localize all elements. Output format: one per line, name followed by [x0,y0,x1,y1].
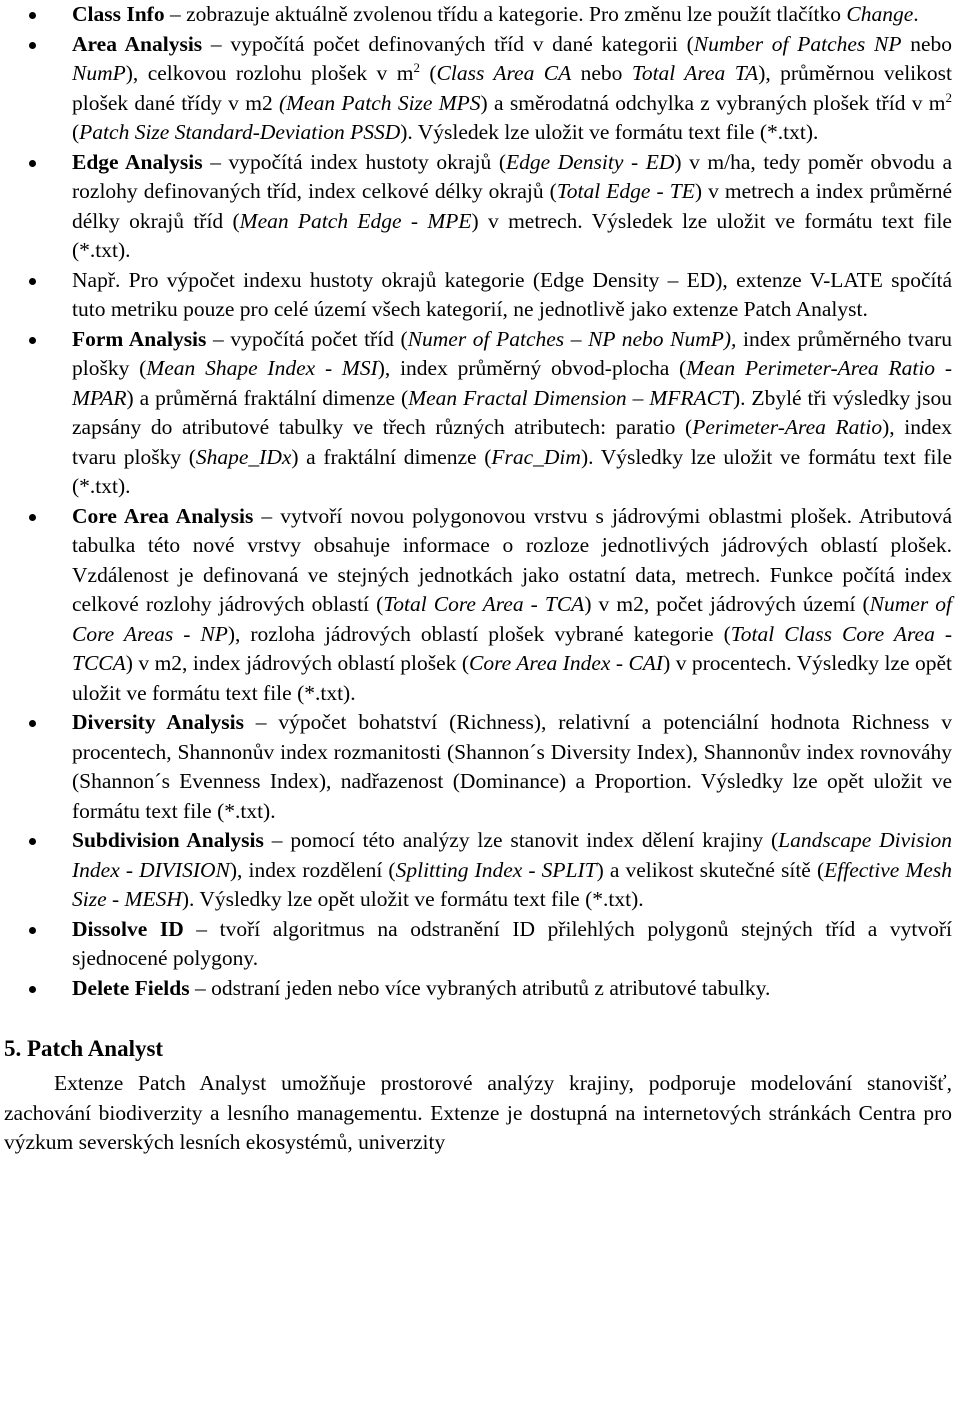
term: Form Analysis [72,326,207,351]
term: Edge Analysis [72,149,203,174]
list-item-form-analysis: Form Analysis – vypočítá počet tříd (Numer of Patches – NP nebo NumP), index průměrného tvaru plošky (Mean Shape Index - MSI), index průměrný obvod-plocha (Mean Perimeter-Area Ratio - MPAR) a průměrná fraktální dimenze (Mean Fractal Dimension – MFRACT). Zbylé tři výsledky jsou zapsány do atributové tabulky ve třech různých atributech: paratio (Perimeter-Area Ratio), index tvaru plošky (Shape_IDx) a fraktální dimenze (Frac_Dim). Výsledky lze uložit ve formátu text file (*.txt). [4,325,952,502]
list-item-diversity-analysis: Diversity Analysis – výpočet bohatství (Richness), relativní a potenciální hodnota Richness v procentech, Shannonův index rozmanitosti (Shannon´s Diversity Index), Shannonův index rovnováhy (Shannon´s Evenness Index), nadřazenost (Dominance) a Proportion. Výsledky lze opět uložit ve formátu text file (*.txt). [4,708,952,826]
bullet-icon [29,12,36,19]
term: Delete Fields [72,975,190,1000]
term: Dissolve ID [72,916,184,941]
term: Area Analysis [72,31,203,56]
bullet-icon [29,42,36,49]
bullet-icon [29,514,36,521]
section-heading: 5. Patch Analyst [4,1036,164,1061]
term: Subdivision Analysis [72,828,264,852]
list-item-subdivision-analysis: Subdivision Analysis – pomocí této analýzy lze stanovit index dělení krajiny (Landscape Division Index - DIVISION), index rozdělení (Splitting Index - SPLIT) a velikost skutečné sítě (Effective Mesh Size - MESH). Výsledky lze opět uložit ve formátu text file (*.txt). [4,826,952,915]
list-item-edge-analysis: Edge Analysis – vypočítá index hustoty okrajů (Edge Density - ED) v m/ha, tedy poměr obvodu a rozlohy definovaných tříd, index celkové délky okrajů (Total Edge - TE) v metrech a index průměrné délky okrajů tříd (Mean Patch Edge - MPE) v metrech. Výsledek lze uložit ve formátu text file (*.txt). [4,148,952,266]
section-paragraph: Extenze Patch Analyst umožňuje prostorové analýzy krajiny, podporuje modelování stanovišť, zachování biodiverzity a lesního managementu. Extenze je dostupná na internetových stránkách Centra pro výzkum severských lesních ekosystémů, univerzity [4,1071,952,1154]
list-item-core-area-analysis: Core Area Analysis – vytvoří novou polygonovou vrstvu s jádrovými oblastmi plošek. Atributová tabulka této nové vrstvy obsahuje informace o rozloze jednotlivých jádrových oblastí plošek. Vzdálenost je definovaná ve stejných jednotkách jako ostatní data, metrech. Funkce počítá index celkové rozlohy jádrových oblastí (Total Core Area - TCA) v m2, počet jádrových území (Numer of Core Areas - NP), rozloha jádrových oblastí plošek vybrané kategorie (Total Class Core Area - TCCA) v m2, index jádrových oblastí plošek (Core Area Index - CAI) v procentech. Výsledky lze opět uložit ve formátu text file (*.txt). [4,502,952,709]
function-list [4,0,952,1003]
list-item-class-info: Class Info – zobrazuje aktuálně zvolenou třídu a kategorie. Pro změnu lze použít tlačítko Change. [4,0,952,30]
bullet-icon [29,160,36,167]
term: Diversity Analysis [72,710,244,734]
bullet-icon [29,278,36,285]
bullet-icon [29,838,36,845]
bullet-icon [29,986,36,993]
bullet-icon [29,720,36,727]
list-item-dissolve-id: Dissolve ID – tvoří algoritmus na odstranění ID přilehlých polygonů stejných tříd a vytvoří sjednocené polygony. [4,915,952,974]
list-item-delete-fields: Delete Fields – odstraní jeden nebo více vybraných atributů z atributové tabulky. [4,974,952,1004]
list-item-note: Např. Pro výpočet indexu hustoty okrajů kategorie (Edge Density – ED), extenze V-LATE spočítá tuto metriku pouze pro celé území všech kategorií, ne jednotlivě jako extenze Patch Analyst. [4,266,952,325]
term: Class Info [72,2,165,26]
list-item-area-analysis: Area Analysis – vypočítá počet definovaných tříd v dané kategorii (Number of Patches NP nebo NumP), celkovou rozlohu plošek v $m^2$ (Class Area CA nebo Total Area TA), průměrnou velikost plošek dané třídy v m2 (Mean Patch Size MPS) a směrodatná odchylka z vybraných plošek tříd v $m^2$ (Patch Size Standard-Deviation PSSD). Výsledek lze uložit ve formátu text file (*.txt). [4,30,952,148]
term: Core Area Analysis [72,503,254,528]
bullet-icon [29,337,36,344]
bullet-icon [29,927,36,934]
